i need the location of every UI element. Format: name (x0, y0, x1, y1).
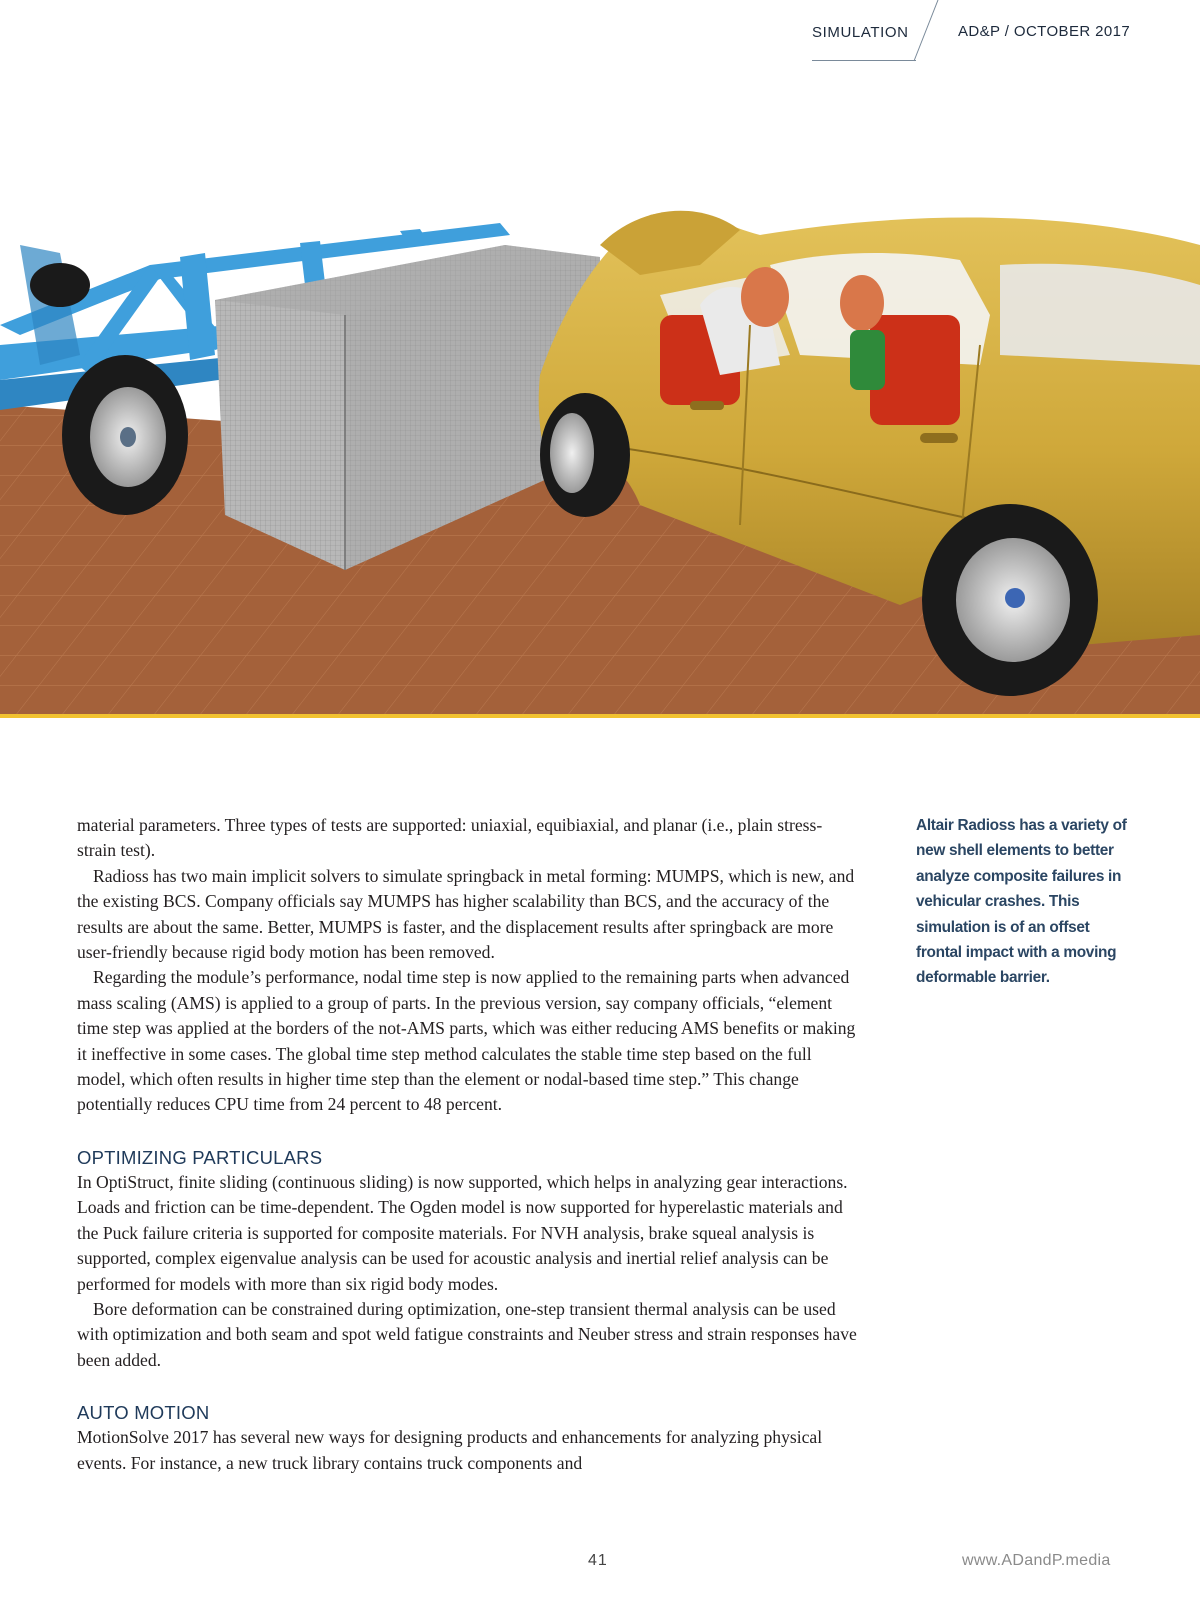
header-rule (812, 60, 916, 61)
article-paragraph: Bore deformation can be constrained during optimization, one-step transient thermal analysis can be used with optimization and both seam and spot weld fatigue constraints and Neuber stress and strain responses have been added. (77, 1298, 857, 1370)
figure-caption: Altair Radioss has a variety of new shell elements to better analyze composite failures in vehicular crashes. This simulation is of an offset frontal impact with a moving deformable barrier. (916, 817, 1127, 987)
article-paragraph: Regarding the module’s performance, nodal time step is now applied to the remaining parts when advanced mass scaling (AMS) is applied to a group of parts. In the previous version, say company officials, “element time step was applied at the borders of the not-AMS parts, which was either reducing AMS benefits or making it ineffective in some cases. The global time step method calculates the stable time step based on the full model, which often results in higher time step than the element or nodal-based time step.” This change potentially reduces CPU time from 24 percent to 48 percent. (77, 967, 856, 1115)
section-heading: AUTO MOTION (77, 1402, 210, 1424)
article-paragraph: Radioss has two main implicit solvers to simulate springback in metal forming: MUMPS, which is new, and the existing BCS. Company officials say MUMPS has higher scalability than BCS, and the accuracy of the results are about the same. Better, MUMPS is faster, and the displacement results after springback are more user-friendly because rigid body motion has been removed. (77, 865, 855, 963)
article-paragraph: material parameters. Three types of tests are supported: uniaxial, equibiaxial, and planar (i.e., plain stress-strain test). (77, 815, 823, 861)
page-number: 41 (588, 1552, 608, 1569)
issue-label: AD&P / OCTOBER 2017 (958, 23, 1131, 40)
section-label: SIMULATION (812, 24, 909, 41)
article-paragraph: In OptiStruct, finite sliding (continuous sliding) is now supported, which helps in analyzing gear interactions. Loads and friction can be time-dependent. The Ogden model is now supported for hyperelastic materials and the Puck failure criteria is supported for composite materials. For NVH analysis, brake squeal analysis is supported, complex eigenvalue analysis can be used for acoustic analysis and inertial relief analysis can be performed for models with more than six rigid body modes. (77, 1171, 848, 1294)
figure-accent-rule (0, 714, 1200, 718)
article-body (77, 813, 857, 1476)
header-slash-divider (904, 0, 940, 62)
website-url[interactable]: www.ADandP.media (962, 1552, 1111, 1569)
section-heading: OPTIMIZING PARTICULARS (77, 1146, 323, 1168)
car-rear-wheel (922, 504, 1098, 696)
article-paragraph: MotionSolve 2017 has several new ways for designing products and enhancements for analyzing physical events. For instance, a new truck library contains truck components and (77, 1427, 823, 1473)
page-header (0, 0, 1200, 70)
car-front-wheel (540, 393, 630, 517)
crash-simulation-figure (0, 205, 1200, 717)
